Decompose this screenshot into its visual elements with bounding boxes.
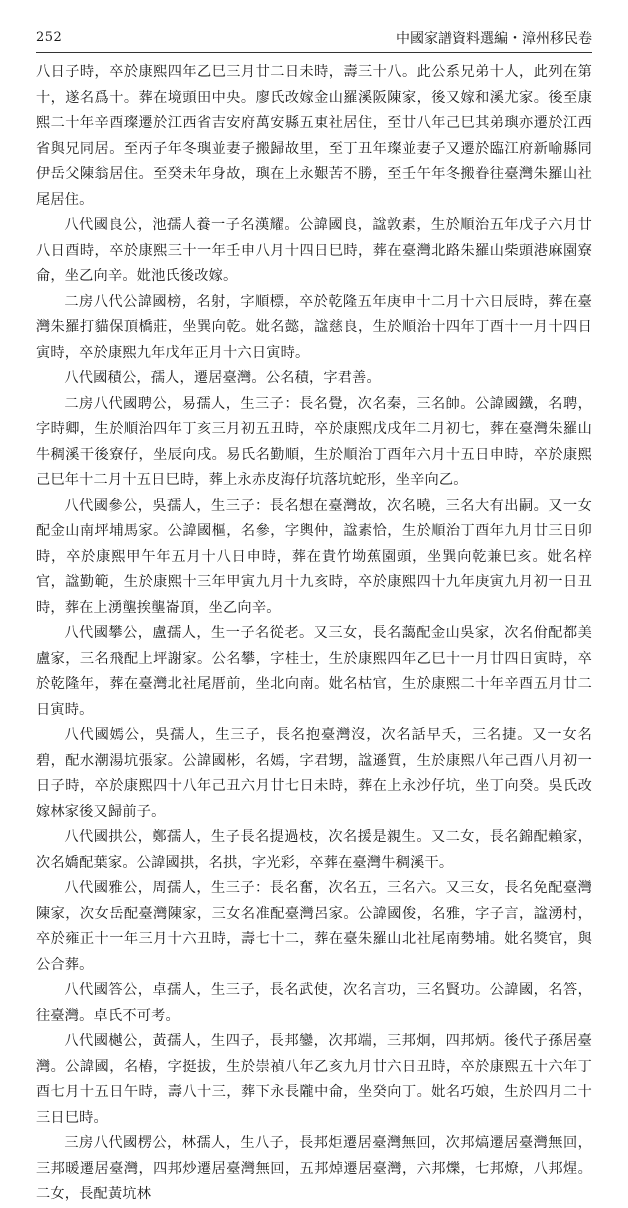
paragraph: 二房八代公諱國榜，名射，字順標，卒於乾隆五年庚申十二月十六日辰時，葬在臺灣朱羅打貓保頂橋莊，坐巽向乾。妣名懿，諡慈良，生於順治十四年丁酉十一月十四日寅時，卒於康熙九年戊年正月十六日寅時。 [36, 293, 592, 361]
paragraph: 八代國樾公，黃孺人，生四子，長邦鑾，次邦端，三邦炯，四邦炳。後代子孫居臺灣。公諱國，名樁，字挺拔，生於崇禎八年乙亥九月廿六日丑時，卒於康熙五十六年丁酉七月十五日午時，壽八十三，葬下永長隴中侖，坐癸向丁。妣名巧娘，生於四月二十三日巳時。 [36, 1033, 592, 1126]
paragraph: 八代國積公，孺人，遷居臺灣。公名積，字君善。 [64, 370, 381, 386]
paragraph: 三房八代國楞公，林孺人，生八子，長邦炬遷居臺灣無回，次邦熇遷居臺灣無回，三邦暖遷居臺灣，四邦炒遷居臺灣無回，五邦焯遷居臺灣，六邦爍，七邦燎，八邦煋。二女，長配黃坑林 [36, 1135, 592, 1202]
paragraph: 八代國答公，卓孺人，生三子，長名武使，次名言功，三名賢功。公諱國，名答，往臺灣。卓氏不可考。 [36, 982, 592, 1024]
page-number: 252 [36, 30, 63, 45]
paragraph: 八代國嫣公，吳孺人，生三子，長名抱臺灣沒，次名話早夭，三名捷。又一女名碧，配水潮湯坑張家。公諱國彬，名嫣，字君甥，諡遜質，生於康熙八年己酉八月初一日子時，卒於康熙四十八年己丑六月廿七日未時，葬在上永沙仔坑，坐丁向癸。吳氏改嫁林家後又歸前子。 [36, 727, 592, 820]
paragraph: 二房八代國聘公，易孺人，生三子：長名覺，次名秦，三名帥。公諱國鐵，名聘，字時卿，生於順治四年丁亥三月初五丑時，卒於康熙戊戌年二月初七，葬在臺灣朱羅山牛稠溪干後寮仔，坐辰向戌。易氏名勤順，生於順治丁酉年六月十五日申時，卒於康熙己巳年十二月十五日巳時，葬上永赤皮海仔坑落坑蛇形，坐辛向乙。 [36, 395, 592, 488]
paragraph: 八代國攀公，盧孺人，生一子名從老。又三女，長名藹配金山吳家，次名佾配都美盧家，三名飛配上坪謝家。公名攀，字桂士，生於康熙四年乙巳十一月廿四日寅時，卒於乾隆年，葬在臺灣北社尾厝前，坐北向南。妣名枯官，生於康熙二十年辛酉五月廿二日寅時。 [36, 625, 592, 718]
paragraph: 八代國參公，吳孺人，生三子：長名想在臺灣故，次名曉，三名大有出嗣。又一女配金山南坪埔馬家。公諱國樞，名參，字輿仲，諡素恰，生於順治丁酉年九月廿三日卯時，卒於康熙甲午年五月十八日申時，葬在貴竹坳蕉園頭，坐巽向乾兼巳亥。妣名梓官，諡勤範，生於康熙十三年甲寅九月十九亥時，卒於康熙四十九年庚寅九月初一日丑時，葬在上湧壟挨壟崙頂，坐乙向辛。 [36, 497, 592, 616]
paragraph: 八日子時，卒於康熙四年乙巳三月廿二日未時，壽三十八。此公系兄弟十人，此列在第十，遂名爲十。葬在境頭田中央。廖氏改嫁金山羅溪阪陳家，後又嫁和溪尤家。後至康熙二十年辛酉璨遷於江西省吉安府萬安縣五東社居住，至廿八年己巳其弟璵亦遷於江西省與兄同居。至丙子年冬璵並妻子搬歸故里，至丁丑年璨並妻子又遷於臨江府新喻縣同伊岳父陳翁居住。至癸未年身故，璵在上永艱苦不勝，至壬午年冬搬眷往臺灣朱羅山社尾居住。 [36, 64, 592, 208]
page-body [36, 60, 592, 1208]
paragraph: 八代國雅公，周孺人，生三子：長名奮，次名五，三名六。又三女，長名免配臺灣陳家，次女岳配臺灣陳家，三女名准配臺灣呂家。公諱國俊，名雅，字子言，諡湧村，卒於雍正十一年三月十六丑時，壽七十二，葬在臺朱羅山北社尾南勢埔。妣名獎官，與公合葬。 [36, 880, 592, 973]
paragraph: 八代國拱公，鄭孺人，生子長名提過枝，次名援是親生。又二女，長名錦配賴家，次名嬌配葉家。公諱國拱，名拱，字光彩，卒葬在臺灣牛稠溪干。 [36, 829, 592, 871]
running-title: 中國家譜資料選編・漳州移民卷 [396, 31, 592, 47]
paragraph: 八代國良公，池孺人養一子名漢耀。公諱國良，諡敦素，生於順治五年戊子六月廿八日酉時，卒於康熙三十一年壬申八月十四日巳時，葬在臺灣北路朱羅山柴頭港麻園寮侖，坐乙向辛。妣池氏後改嫁。 [36, 217, 592, 284]
page-header [36, 24, 592, 53]
